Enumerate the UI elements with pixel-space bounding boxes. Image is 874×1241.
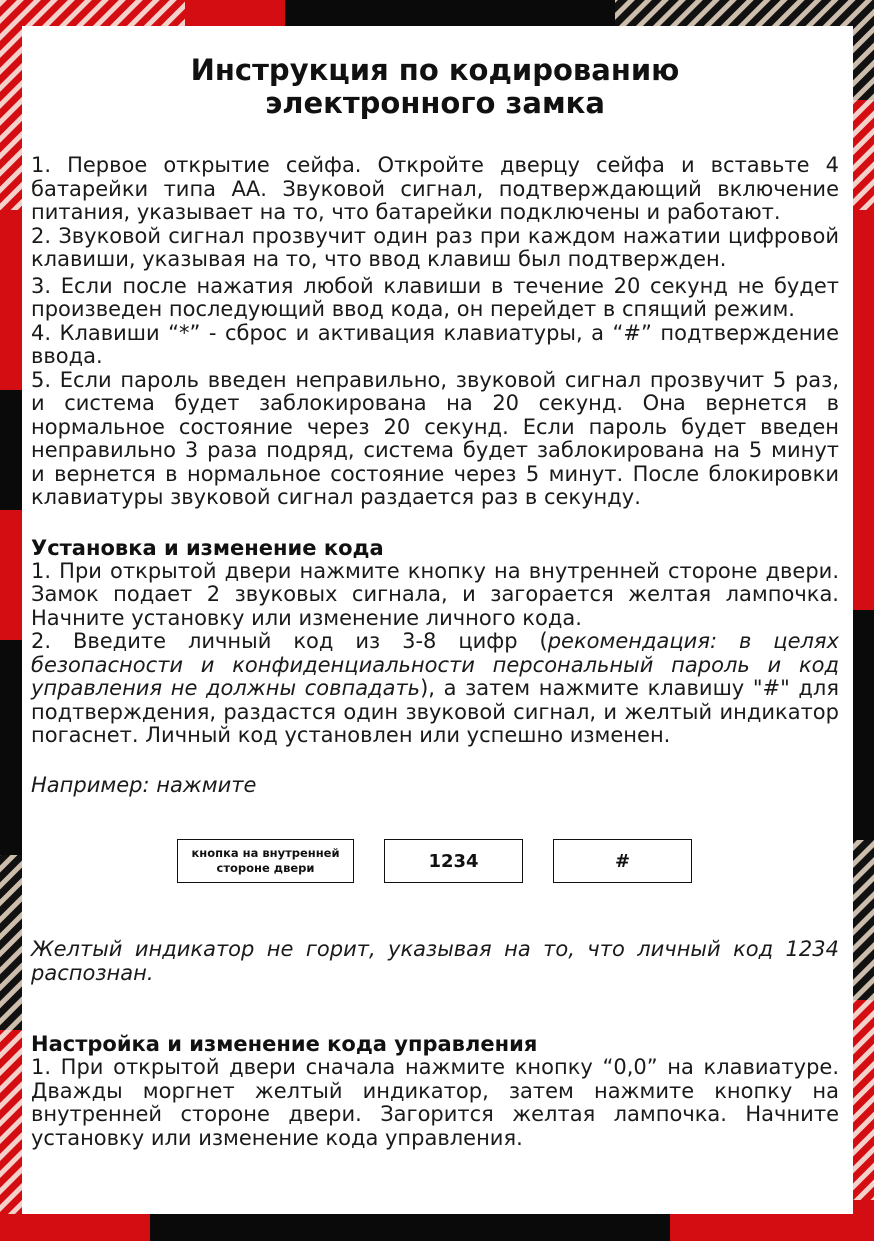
inner-button-box: кнопка на внутренней стороне двери (177, 839, 354, 883)
key-sequence (31, 839, 839, 885)
intro-item-3: 3. Если после нажатия любой клавиши в течение 20 секунд не будет произведен последующий ввод кода, он перейдет в спящий режим. (31, 273, 839, 321)
code-setup-step-1: 1. При открытой двери нажмите кнопку на внутренней стороне двери. Замок подает 2 звуковых сигнала, и загорается желтая лампочка. Начните установку или изменение личного кода. (31, 558, 839, 630)
page-title (31, 54, 839, 120)
intro-item-2: 2. Звуковой сигнал прозвучит один раз при каждом нажатии цифровой клавиши, указывая на то, что ввод клавиш был подтвержден. (31, 223, 839, 271)
code-setup-step-2 (31, 630, 839, 748)
title-line-2: электронного замка (265, 86, 605, 120)
code-setup-step-2-end: ), а затем нажмите клавишу "#" для подтверждения, раздастся один звуковой сигнал, и желтый индикатор погаснет. Личный код установлен или успешно изменен. (31, 676, 839, 747)
code-box: 1234 (384, 839, 523, 883)
intro-item-1: 1. Первое открытие сейфа. Откройте дверцу сейфа и вставьте 4 батарейки типа АА. Звуковой сигнал, подтверждающий включение питания, указывает на то, что батарейки подключены и работают. (31, 153, 839, 224)
page-content (31, 26, 839, 1150)
management-code-step-1: 1. При открытой двери сначала нажмите кнопку “0,0” на клавиатуре. Дважды моргнет желтый индикатор, затем нажмите кнопку на внутренней стороне двери. Загорится желтая лампочка. Начните установку или изменение кода управления. (31, 1055, 839, 1150)
code-setup-step-2-start: 2. Введите личный код из 3-8 цифр ( (31, 629, 548, 653)
page-sheet (22, 26, 853, 1214)
intro-item-4: 4. Клавиши “*” - сброс и активация клавиатуры, а “#” подтверждение ввода. (31, 320, 839, 368)
intro-item-5: 5. Если пароль введен неправильно, звуковой сигнал прозвучит 5 раз, и система будет заблокирована на 20 секунд. Она вернется в нормальное состояние через 20 секунд. Если пароль будет введен неправильно 3 раза подряд, система будет заблокирована на 5 минут и вернется в нормальное состояние через 5 минут. После блокировки клавиатуры звуковой сигнал раздается раз в секунду. (31, 367, 839, 509)
hash-key-box: # (553, 839, 692, 883)
example-label: Например: нажмите (31, 772, 257, 797)
section-heading-code-setup: Установка и изменение кода (31, 535, 384, 560)
code-setup-recommendation: рекомендация: в целях безопасности и конфиденциальности персональный пароль и код управления не должны совпадать (31, 629, 839, 700)
title-line-1: Инструкция по кодированию (190, 53, 680, 87)
section-heading-management-code: Настройка и изменение кода управления (31, 1032, 538, 1056)
example-note: Желтый индикатор не горит, указывая на то, что личный код 1234 распознан. (31, 937, 839, 985)
